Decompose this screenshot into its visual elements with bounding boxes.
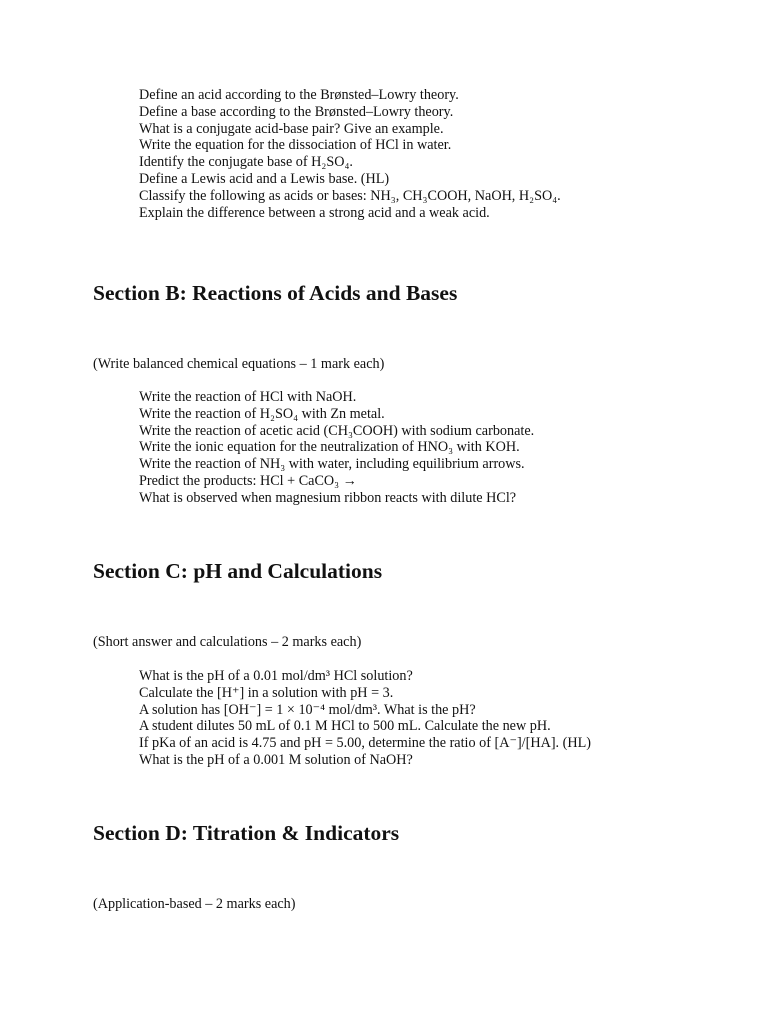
question-text: Write the reaction of H₂SO₄ with Zn metal.: [139, 405, 385, 422]
section-b-heading: Section B: Reactions of Acids and Bases: [93, 281, 458, 305]
question-text: Explain the difference between a strong acid and a weak acid.: [139, 204, 490, 221]
section-d-heading: Section D: Titration & Indicators: [93, 821, 400, 845]
question-text: A student dilutes 50 mL of 0.1 M HCl to 500 mL. Calculate the new pH.: [139, 718, 551, 735]
question-text: Classify the following as acids or bases: NH₃, CH₃COOH, NaOH, H₂SO₄.: [139, 187, 561, 204]
question-text: Define a Lewis acid and a Lewis base. (HL): [139, 170, 390, 187]
question-text: Define an acid according to the Brønsted–Lowry theory.: [139, 87, 459, 103]
question-text: Write the ionic equation for the neutralization of HNO₃ with KOH.: [139, 439, 520, 456]
question-text: If pKa of an acid is 4.75 and pH = 5.00, determine the ratio of [A⁻]/[HA]. (HL): [139, 735, 592, 752]
question-text: Predict the products: HCl + CaCO₃ →: [139, 472, 357, 489]
question-text: Write the reaction of HCl with NaOH.: [139, 389, 357, 405]
question-text: Identify the conjugate base of H₂SO₄.: [139, 154, 353, 171]
section-d-instructions: (Application-based – 2 marks each): [93, 896, 296, 912]
section-c-heading: Section C: pH and Calculations: [93, 559, 383, 583]
question-text: What is a conjugate acid-base pair? Give an example.: [139, 120, 444, 137]
question-text: What is the pH of a 0.001 M solution of NaOH?: [139, 751, 413, 768]
question-text: Define a base according to the Brønsted–Lowry theory.: [139, 103, 454, 120]
question-text: Calculate the [H⁺] in a solution with pH = 3.: [139, 684, 394, 701]
section-b-instructions: (Write balanced chemical equations – 1 mark each): [93, 356, 385, 372]
question-text: Write the equation for the dissociation of HCl in water.: [139, 137, 452, 154]
question-text: Write the reaction of NH₃ with water, including equilibrium arrows.: [139, 456, 525, 473]
question-text: A solution has [OH⁻] = 1 × 10⁻⁴ mol/dm³. What is the pH?: [139, 701, 476, 718]
question-text: Write the reaction of acetic acid (CH₃COOH) with sodium carbonate.: [139, 422, 535, 439]
question-text: What is observed when magnesium ribbon reacts with dilute HCl?: [139, 489, 517, 506]
question-text: What is the pH of a 0.01 mol/dm³ HCl solution?: [139, 668, 413, 684]
section-c-instructions: (Short answer and calculations – 2 marks each): [93, 634, 362, 650]
